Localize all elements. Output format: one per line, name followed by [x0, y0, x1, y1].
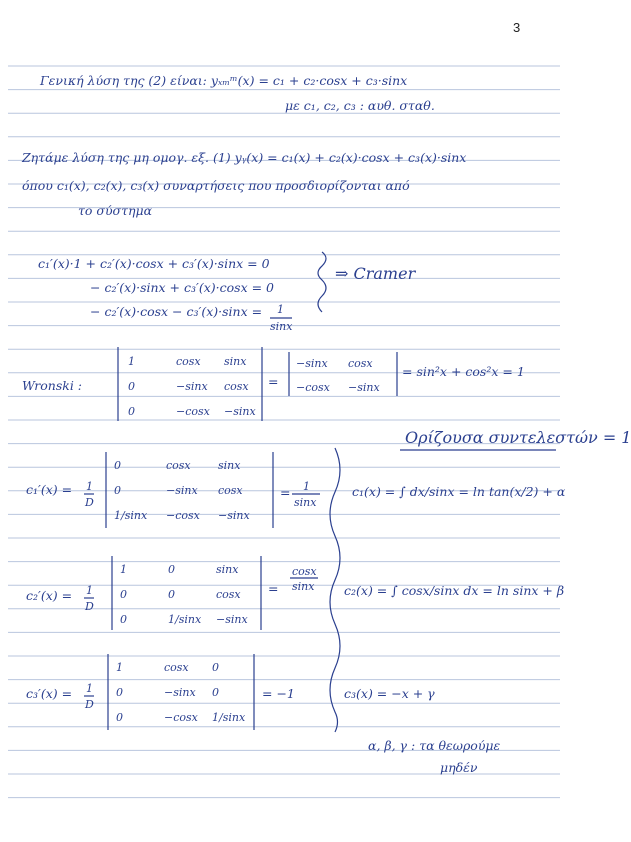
c1-equals: =	[280, 485, 291, 500]
matrix-entry: cosx	[166, 459, 191, 472]
determinant-note: Ορίζουσα συντελεστών = 1	[405, 428, 631, 447]
matrix-entry: −sinx	[224, 405, 256, 418]
c1-frac-den: D	[85, 496, 94, 509]
constants-line: με c₁, c₂, c₃ : αυθ. σταθ.	[285, 98, 435, 113]
system-frac-den: sinx	[270, 320, 293, 333]
matrix-entry: 0	[114, 459, 121, 472]
c1-integral: c₁(x) = ∫ dx/sinx = ln tan(x/2) + α	[352, 484, 566, 499]
matrix-entry: −sinx	[296, 357, 328, 370]
system-eq-3: − c₂′(x)·cosx − c₃′(x)·sinx =	[90, 304, 263, 319]
matrix-entry: cosx	[164, 661, 189, 674]
functions-line: όπου c₁(x), c₂(x), c₃(x) συναρτήσεις που προσδιορίζονται από	[22, 178, 410, 193]
matrix-entry: cosx	[216, 588, 241, 601]
c2-res-den: sinx	[292, 580, 315, 593]
c1-label: c₁′(x) =	[26, 482, 73, 497]
matrix-entry: 0	[120, 588, 127, 601]
matrix-entry: −sinx	[348, 381, 380, 394]
matrix-entry: sinx	[216, 563, 239, 576]
matrix-entry: −sinx	[166, 484, 198, 497]
matrix-entry: 0	[168, 588, 175, 601]
matrix-entry: 1/sinx	[168, 613, 202, 626]
system-frac-num: 1	[277, 303, 284, 316]
matrix-entry: −cosx	[166, 509, 200, 522]
matrix-entry: 0	[128, 380, 135, 393]
matrix-entry: −cosx	[176, 405, 210, 418]
matrix-entry: 0	[212, 686, 219, 699]
system-eq-2: − c₂′(x)·sinx + c₃′(x)·cosx = 0	[90, 280, 274, 295]
matrix-entry: cosx	[218, 484, 243, 497]
general-solution-line: Γενική λύση της (2) είναι: yₓₘᵐ(x) = c₁ + c₂·cosx + c₃·sinx	[40, 73, 408, 88]
matrix-entry: 1	[116, 661, 123, 674]
matrix-entry: cosx	[224, 380, 249, 393]
particular-solution-line: Ζητάμε λύση της μη ομογ. εξ. (1) yᵧ(x) = c₁(x) + c₂(x)·cosx + c₃(x)·sinx	[22, 150, 467, 165]
matrix-entry: 0	[128, 405, 135, 418]
matrix-entry: 1/sinx	[114, 509, 148, 522]
wronski-label: Wronski :	[22, 378, 83, 393]
matrix-entry: 1/sinx	[212, 711, 246, 724]
cramer-label: ⇒ Cramer	[335, 264, 416, 283]
c3-label: c₃′(x) =	[26, 686, 73, 701]
c2-frac-den: D	[85, 600, 94, 613]
c2-integral: c₂(x) = ∫ cosx/sinx dx = ln sinx + β	[344, 583, 565, 598]
matrix-entry: 0	[114, 484, 121, 497]
footer-zero: μηδέν	[440, 760, 478, 775]
c2-res-num: cosx	[292, 565, 317, 578]
c1-frac-num: 1	[86, 480, 93, 493]
system-line: το σύστημα	[78, 203, 153, 218]
matrix-entry: −sinx	[176, 380, 208, 393]
matrix-entry: −sinx	[218, 509, 250, 522]
system-eq-1: c₁′(x)·1 + c₂′(x)·cosx + c₃′(x)·sinx = 0	[38, 256, 270, 271]
c2-equals: =	[268, 581, 279, 596]
c2-label: c₂′(x) =	[26, 588, 73, 603]
wronski-result: = sin²x + cos²x = 1	[402, 364, 525, 379]
c1-res-num: 1	[303, 480, 310, 493]
c3-result: = −1	[262, 686, 295, 701]
c3-frac-den: D	[85, 698, 94, 711]
c3-frac-num: 1	[86, 682, 93, 695]
matrix-entry: 0	[168, 563, 175, 576]
matrix-entry: −cosx	[164, 711, 198, 724]
matrix-entry: 0	[120, 613, 127, 626]
matrix-entry: 1	[128, 355, 135, 368]
matrix-entry: cosx	[176, 355, 201, 368]
matrix-entry: cosx	[348, 357, 373, 370]
c3-integral: c₃(x) = −x + γ	[344, 686, 435, 701]
page-number: 3	[513, 20, 521, 35]
c2-frac-num: 1	[86, 584, 93, 597]
matrix-entry: sinx	[218, 459, 241, 472]
matrix-entry: 0	[116, 686, 123, 699]
c1-res-den: sinx	[294, 496, 317, 509]
matrix-entry: 1	[120, 563, 127, 576]
matrix-entry: sinx	[224, 355, 247, 368]
matrix-entry: 0	[116, 711, 123, 724]
matrix-entry: 0	[212, 661, 219, 674]
matrix-entry: −sinx	[164, 686, 196, 699]
matrix-entry: −sinx	[216, 613, 248, 626]
footer-constants: α, β, γ : τα θεωρούμε	[368, 738, 501, 753]
wronski-equals: =	[268, 374, 279, 389]
matrix-entry: −cosx	[296, 381, 330, 394]
system-brace	[318, 252, 326, 312]
